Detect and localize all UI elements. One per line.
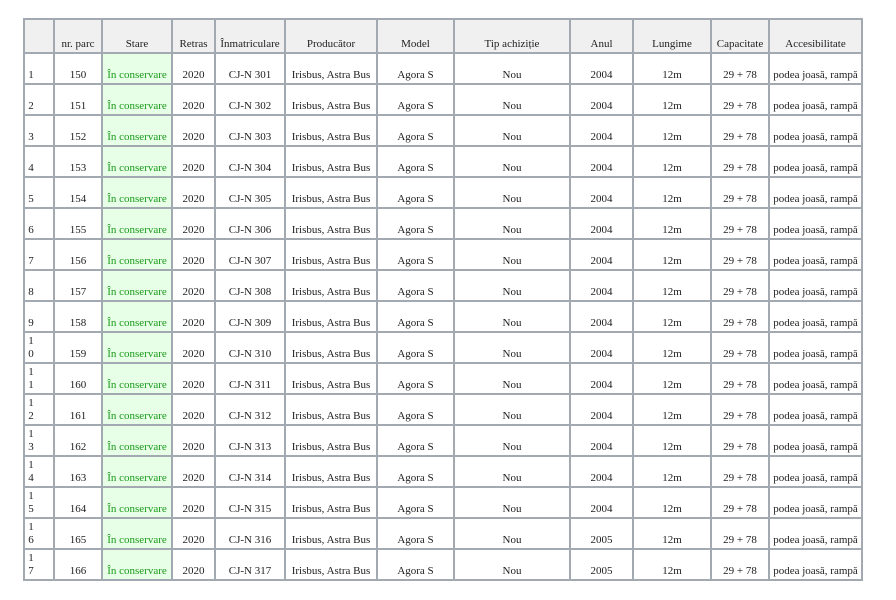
row-index bbox=[24, 363, 54, 394]
year: 2004 bbox=[570, 53, 633, 84]
status-badge: În conservare bbox=[102, 239, 172, 270]
producer: Irisbus, Astra Bus bbox=[285, 301, 377, 332]
model: Agora S bbox=[377, 239, 454, 270]
length: 12m bbox=[633, 301, 711, 332]
registration-plate: CJ-N 316 bbox=[215, 518, 285, 549]
status-badge: În conservare bbox=[102, 53, 172, 84]
producer: Irisbus, Astra Bus bbox=[285, 394, 377, 425]
row-index-text: 1 bbox=[28, 68, 34, 81]
model: Agora S bbox=[377, 549, 454, 580]
retired-header: Retras bbox=[172, 19, 215, 53]
registration-plate: CJ-N 304 bbox=[215, 146, 285, 177]
parc-number: 164 bbox=[54, 487, 102, 518]
status-header: Stare bbox=[102, 19, 172, 53]
capacity-header: Capacitate bbox=[711, 19, 769, 53]
row-index-text: 17 bbox=[28, 552, 34, 577]
row-index bbox=[24, 270, 54, 301]
year: 2005 bbox=[570, 549, 633, 580]
acquisition-type: Nou bbox=[454, 363, 570, 394]
parc-number: 160 bbox=[54, 363, 102, 394]
capacity: 29 + 78 bbox=[711, 487, 769, 518]
registration-plate: CJ-N 317 bbox=[215, 549, 285, 580]
header-row bbox=[24, 19, 862, 53]
model: Agora S bbox=[377, 84, 454, 115]
model: Agora S bbox=[377, 456, 454, 487]
length: 12m bbox=[633, 456, 711, 487]
parc-number: 166 bbox=[54, 549, 102, 580]
parc-number: 155 bbox=[54, 208, 102, 239]
accessibility: podea joasă, rampă bbox=[769, 394, 862, 425]
parc-number: 162 bbox=[54, 425, 102, 456]
capacity: 29 + 78 bbox=[711, 146, 769, 177]
index-header bbox=[24, 19, 54, 53]
row-index bbox=[24, 394, 54, 425]
producer: Irisbus, Astra Bus bbox=[285, 456, 377, 487]
acquisition-type: Nou bbox=[454, 208, 570, 239]
registration-plate: CJ-N 312 bbox=[215, 394, 285, 425]
retired-year: 2020 bbox=[172, 518, 215, 549]
model: Agora S bbox=[377, 301, 454, 332]
table-row bbox=[24, 549, 862, 580]
row-index bbox=[24, 208, 54, 239]
status-badge: În conservare bbox=[102, 549, 172, 580]
row-index bbox=[24, 146, 54, 177]
capacity: 29 + 78 bbox=[711, 394, 769, 425]
status-badge: În conservare bbox=[102, 425, 172, 456]
producer: Irisbus, Astra Bus bbox=[285, 115, 377, 146]
acquisition-type: Nou bbox=[454, 177, 570, 208]
model: Agora S bbox=[377, 208, 454, 239]
retired-year: 2020 bbox=[172, 301, 215, 332]
parc-number: 153 bbox=[54, 146, 102, 177]
parc-number: 154 bbox=[54, 177, 102, 208]
row-index bbox=[24, 301, 54, 332]
model: Agora S bbox=[377, 53, 454, 84]
year: 2004 bbox=[570, 487, 633, 518]
table-row bbox=[24, 425, 862, 456]
year: 2004 bbox=[570, 394, 633, 425]
table-row bbox=[24, 239, 862, 270]
model-header: Model bbox=[377, 19, 454, 53]
producer: Irisbus, Astra Bus bbox=[285, 425, 377, 456]
producer: Irisbus, Astra Bus bbox=[285, 146, 377, 177]
length: 12m bbox=[633, 270, 711, 301]
year: 2004 bbox=[570, 177, 633, 208]
registration-plate: CJ-N 302 bbox=[215, 84, 285, 115]
retired-year: 2020 bbox=[172, 456, 215, 487]
capacity: 29 + 78 bbox=[711, 425, 769, 456]
status-badge: În conservare bbox=[102, 487, 172, 518]
acquisition-type: Nou bbox=[454, 332, 570, 363]
table-row bbox=[24, 53, 862, 84]
retired-year: 2020 bbox=[172, 239, 215, 270]
row-index bbox=[24, 456, 54, 487]
year: 2005 bbox=[570, 518, 633, 549]
retired-year: 2020 bbox=[172, 549, 215, 580]
parc-number: 156 bbox=[54, 239, 102, 270]
registration-plate: CJ-N 309 bbox=[215, 301, 285, 332]
capacity: 29 + 78 bbox=[711, 208, 769, 239]
parc-number: 161 bbox=[54, 394, 102, 425]
table-row bbox=[24, 84, 862, 115]
status-badge: În conservare bbox=[102, 301, 172, 332]
length: 12m bbox=[633, 115, 711, 146]
registration-plate: CJ-N 306 bbox=[215, 208, 285, 239]
registration-plate: CJ-N 310 bbox=[215, 332, 285, 363]
table-row bbox=[24, 518, 862, 549]
row-index-text: 12 bbox=[28, 397, 34, 422]
model: Agora S bbox=[377, 332, 454, 363]
row-index bbox=[24, 332, 54, 363]
model: Agora S bbox=[377, 487, 454, 518]
registration-plate: CJ-N 307 bbox=[215, 239, 285, 270]
producer: Irisbus, Astra Bus bbox=[285, 332, 377, 363]
accessibility: podea joasă, rampă bbox=[769, 177, 862, 208]
status-badge: În conservare bbox=[102, 394, 172, 425]
acquisition-type: Nou bbox=[454, 115, 570, 146]
retired-year: 2020 bbox=[172, 208, 215, 239]
status-badge: În conservare bbox=[102, 518, 172, 549]
registration-plate: CJ-N 305 bbox=[215, 177, 285, 208]
row-index-text: 15 bbox=[28, 490, 34, 515]
accessibility: podea joasă, rampă bbox=[769, 270, 862, 301]
length: 12m bbox=[633, 239, 711, 270]
accessibility: podea joasă, rampă bbox=[769, 84, 862, 115]
row-index-text: 9 bbox=[28, 316, 34, 329]
row-index-text: 16 bbox=[28, 521, 34, 546]
parc-number-header: nr. parc bbox=[54, 19, 102, 53]
acquisition-type: Nou bbox=[454, 270, 570, 301]
producer: Irisbus, Astra Bus bbox=[285, 208, 377, 239]
table-row bbox=[24, 177, 862, 208]
row-index bbox=[24, 177, 54, 208]
parc-number: 165 bbox=[54, 518, 102, 549]
model: Agora S bbox=[377, 177, 454, 208]
year: 2004 bbox=[570, 363, 633, 394]
status-badge: În conservare bbox=[102, 177, 172, 208]
capacity: 29 + 78 bbox=[711, 115, 769, 146]
acquisition-type-header: Tip achiziție bbox=[454, 19, 570, 53]
year: 2004 bbox=[570, 301, 633, 332]
retired-year: 2020 bbox=[172, 270, 215, 301]
row-index-text: 3 bbox=[28, 130, 34, 143]
capacity: 29 + 78 bbox=[711, 363, 769, 394]
retired-year: 2020 bbox=[172, 487, 215, 518]
table-row bbox=[24, 487, 862, 518]
row-index bbox=[24, 518, 54, 549]
parc-number: 159 bbox=[54, 332, 102, 363]
length: 12m bbox=[633, 208, 711, 239]
accessibility: podea joasă, rampă bbox=[769, 518, 862, 549]
length: 12m bbox=[633, 425, 711, 456]
table-row bbox=[24, 115, 862, 146]
accessibility: podea joasă, rampă bbox=[769, 239, 862, 270]
acquisition-type: Nou bbox=[454, 456, 570, 487]
registration-plate: CJ-N 301 bbox=[215, 53, 285, 84]
parc-number: 151 bbox=[54, 84, 102, 115]
producer: Irisbus, Astra Bus bbox=[285, 518, 377, 549]
row-index bbox=[24, 425, 54, 456]
registration-plate: CJ-N 314 bbox=[215, 456, 285, 487]
row-index-text: 7 bbox=[28, 254, 34, 267]
accessibility-header: Accesibilitate bbox=[769, 19, 862, 53]
acquisition-type: Nou bbox=[454, 53, 570, 84]
registration-plate: CJ-N 313 bbox=[215, 425, 285, 456]
capacity: 29 + 78 bbox=[711, 84, 769, 115]
producer: Irisbus, Astra Bus bbox=[285, 53, 377, 84]
model: Agora S bbox=[377, 394, 454, 425]
row-index bbox=[24, 84, 54, 115]
retired-year: 2020 bbox=[172, 363, 215, 394]
accessibility: podea joasă, rampă bbox=[769, 146, 862, 177]
table-row bbox=[24, 332, 862, 363]
retired-year: 2020 bbox=[172, 146, 215, 177]
year: 2004 bbox=[570, 332, 633, 363]
retired-year: 2020 bbox=[172, 84, 215, 115]
row-index-text: 13 bbox=[28, 428, 34, 453]
length-header: Lungime bbox=[633, 19, 711, 53]
length: 12m bbox=[633, 487, 711, 518]
year: 2004 bbox=[570, 239, 633, 270]
accessibility: podea joasă, rampă bbox=[769, 301, 862, 332]
table-row bbox=[24, 208, 862, 239]
parc-number: 157 bbox=[54, 270, 102, 301]
accessibility: podea joasă, rampă bbox=[769, 115, 862, 146]
year: 2004 bbox=[570, 208, 633, 239]
capacity: 29 + 78 bbox=[711, 332, 769, 363]
row-index-text: 8 bbox=[28, 285, 34, 298]
producer: Irisbus, Astra Bus bbox=[285, 549, 377, 580]
capacity: 29 + 78 bbox=[711, 456, 769, 487]
accessibility: podea joasă, rampă bbox=[769, 549, 862, 580]
row-index bbox=[24, 487, 54, 518]
row-index bbox=[24, 239, 54, 270]
length: 12m bbox=[633, 332, 711, 363]
year: 2004 bbox=[570, 456, 633, 487]
row-index-text: 10 bbox=[28, 335, 34, 360]
accessibility: podea joasă, rampă bbox=[769, 53, 862, 84]
acquisition-type: Nou bbox=[454, 518, 570, 549]
status-badge: În conservare bbox=[102, 270, 172, 301]
capacity: 29 + 78 bbox=[711, 239, 769, 270]
status-badge: În conservare bbox=[102, 146, 172, 177]
registration-plate: CJ-N 303 bbox=[215, 115, 285, 146]
capacity: 29 + 78 bbox=[711, 301, 769, 332]
accessibility: podea joasă, rampă bbox=[769, 456, 862, 487]
table-row bbox=[24, 394, 862, 425]
accessibility: podea joasă, rampă bbox=[769, 487, 862, 518]
producer: Irisbus, Astra Bus bbox=[285, 270, 377, 301]
acquisition-type: Nou bbox=[454, 549, 570, 580]
acquisition-type: Nou bbox=[454, 425, 570, 456]
accessibility: podea joasă, rampă bbox=[769, 363, 862, 394]
year: 2004 bbox=[570, 84, 633, 115]
length: 12m bbox=[633, 518, 711, 549]
length: 12m bbox=[633, 53, 711, 84]
capacity: 29 + 78 bbox=[711, 53, 769, 84]
accessibility: podea joasă, rampă bbox=[769, 208, 862, 239]
length: 12m bbox=[633, 549, 711, 580]
registration-plate: CJ-N 311 bbox=[215, 363, 285, 394]
retired-year: 2020 bbox=[172, 177, 215, 208]
accessibility: podea joasă, rampă bbox=[769, 332, 862, 363]
model: Agora S bbox=[377, 146, 454, 177]
retired-year: 2020 bbox=[172, 332, 215, 363]
model: Agora S bbox=[377, 518, 454, 549]
accessibility: podea joasă, rampă bbox=[769, 425, 862, 456]
retired-year: 2020 bbox=[172, 53, 215, 84]
producer: Irisbus, Astra Bus bbox=[285, 239, 377, 270]
length: 12m bbox=[633, 177, 711, 208]
retired-year: 2020 bbox=[172, 425, 215, 456]
acquisition-type: Nou bbox=[454, 301, 570, 332]
table-row bbox=[24, 363, 862, 394]
registration-plate: CJ-N 315 bbox=[215, 487, 285, 518]
row-index bbox=[24, 53, 54, 84]
status-badge: În conservare bbox=[102, 208, 172, 239]
capacity: 29 + 78 bbox=[711, 177, 769, 208]
year: 2004 bbox=[570, 115, 633, 146]
registration-header: Înmatriculare bbox=[215, 19, 285, 53]
acquisition-type: Nou bbox=[454, 487, 570, 518]
parc-number: 163 bbox=[54, 456, 102, 487]
year: 2004 bbox=[570, 425, 633, 456]
acquisition-type: Nou bbox=[454, 146, 570, 177]
status-badge: În conservare bbox=[102, 363, 172, 394]
producer: Irisbus, Astra Bus bbox=[285, 363, 377, 394]
retired-year: 2020 bbox=[172, 115, 215, 146]
row-index bbox=[24, 549, 54, 580]
producer: Irisbus, Astra Bus bbox=[285, 177, 377, 208]
capacity: 29 + 78 bbox=[711, 518, 769, 549]
producer: Irisbus, Astra Bus bbox=[285, 84, 377, 115]
row-index-text: 5 bbox=[28, 192, 34, 205]
table-row bbox=[24, 301, 862, 332]
model: Agora S bbox=[377, 270, 454, 301]
status-badge: În conservare bbox=[102, 456, 172, 487]
table-row bbox=[24, 456, 862, 487]
year-header: Anul bbox=[570, 19, 633, 53]
producer-header: Producător bbox=[285, 19, 377, 53]
capacity: 29 + 78 bbox=[711, 270, 769, 301]
model: Agora S bbox=[377, 115, 454, 146]
producer: Irisbus, Astra Bus bbox=[285, 487, 377, 518]
acquisition-type: Nou bbox=[454, 239, 570, 270]
status-badge: În conservare bbox=[102, 332, 172, 363]
parc-number: 158 bbox=[54, 301, 102, 332]
status-badge: În conservare bbox=[102, 84, 172, 115]
model: Agora S bbox=[377, 363, 454, 394]
row-index-text: 2 bbox=[28, 99, 34, 112]
row-index-text: 14 bbox=[28, 459, 34, 484]
length: 12m bbox=[633, 363, 711, 394]
row-index-text: 11 bbox=[28, 366, 34, 391]
row-index bbox=[24, 115, 54, 146]
length: 12m bbox=[633, 146, 711, 177]
row-index-text: 6 bbox=[28, 223, 34, 236]
parc-number: 152 bbox=[54, 115, 102, 146]
acquisition-type: Nou bbox=[454, 84, 570, 115]
acquisition-type: Nou bbox=[454, 394, 570, 425]
table-body bbox=[24, 53, 862, 580]
row-index-text: 4 bbox=[28, 161, 34, 174]
capacity: 29 + 78 bbox=[711, 549, 769, 580]
length: 12m bbox=[633, 84, 711, 115]
retired-year: 2020 bbox=[172, 394, 215, 425]
model: Agora S bbox=[377, 425, 454, 456]
year: 2004 bbox=[570, 270, 633, 301]
table-row bbox=[24, 270, 862, 301]
registration-plate: CJ-N 308 bbox=[215, 270, 285, 301]
table-row bbox=[24, 146, 862, 177]
year: 2004 bbox=[570, 146, 633, 177]
status-badge: În conservare bbox=[102, 115, 172, 146]
parc-number: 150 bbox=[54, 53, 102, 84]
length: 12m bbox=[633, 394, 711, 425]
fleet-table bbox=[23, 18, 863, 581]
